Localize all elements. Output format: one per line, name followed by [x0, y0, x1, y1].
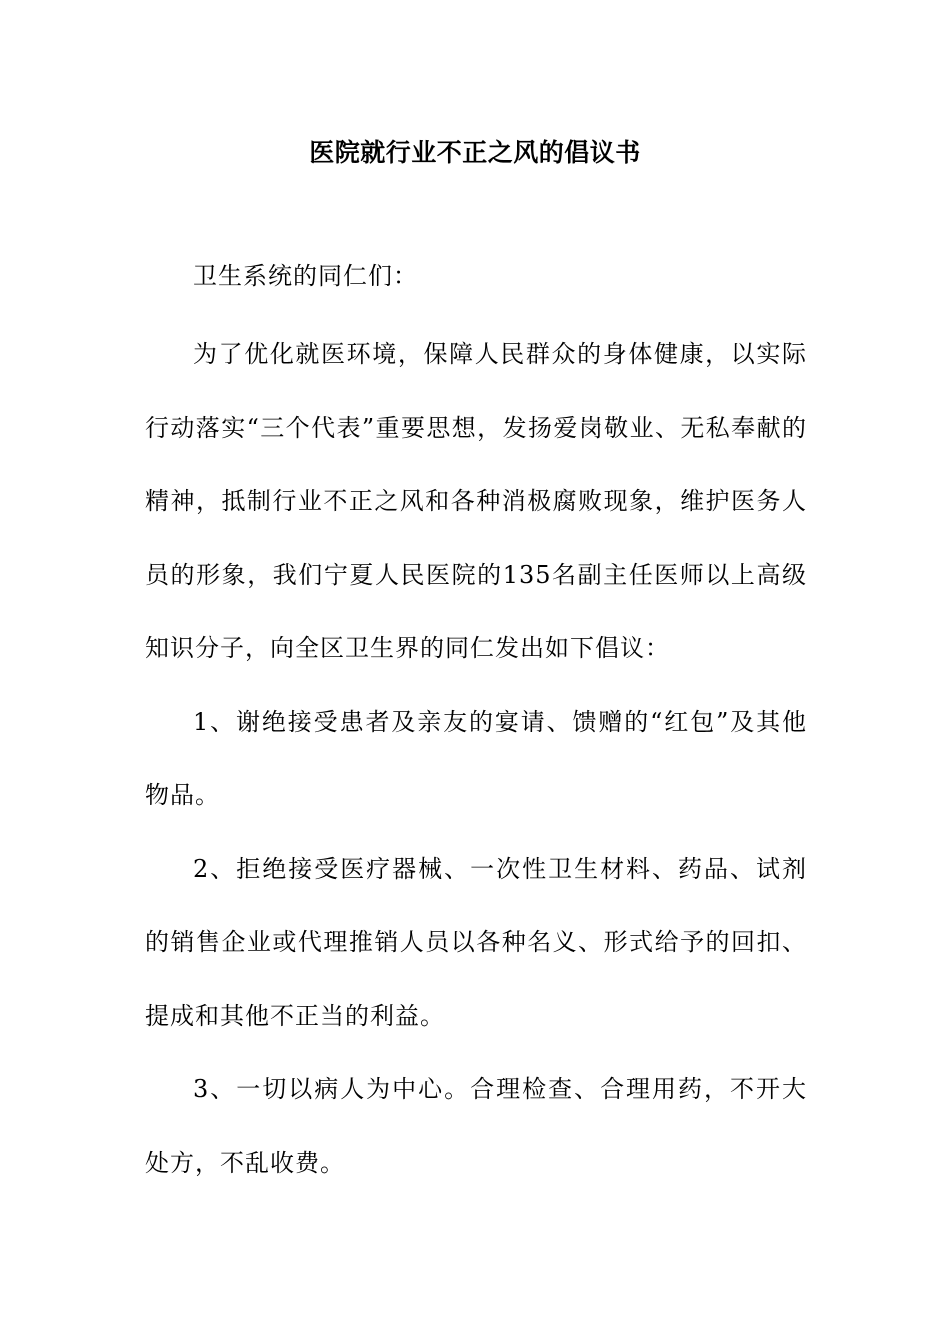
document-body	[145, 318, 807, 1200]
greeting	[145, 240, 807, 314]
paragraph-intro: 为了优化就医环境，保障人民群众的身体健康，以实际行动落实“三个代表”重要思想，发扬爱岗敬业、无私奉献的精神，抵制行业不正之风和各种消极腐败现象，维护医务人员的形象，我们宁夏人民医院的135名副主任医师以上高级知识分子，向全区卫生界的同仁发出如下倡议：	[145, 340, 807, 662]
paragraph-item-3: 3、一切以病人为中心。合理检查、合理用药，不开大处方，不乱收费。	[145, 1075, 807, 1177]
paragraph-item-2: 2、拒绝接受医疗器械、一次性卫生材料、药品、试剂的销售企业或代理推销人员以各种名义、形式给予的回扣、提成和其他不正当的利益。	[145, 854, 807, 1030]
greeting-text: 卫生系统的同仁们：	[193, 262, 418, 290]
paragraph-item-1: 1、谢绝接受患者及亲友的宴请、馈赠的“红包”及其他物品。	[145, 707, 807, 809]
document-title: 医院就行业不正之风的倡议书	[309, 138, 641, 167]
